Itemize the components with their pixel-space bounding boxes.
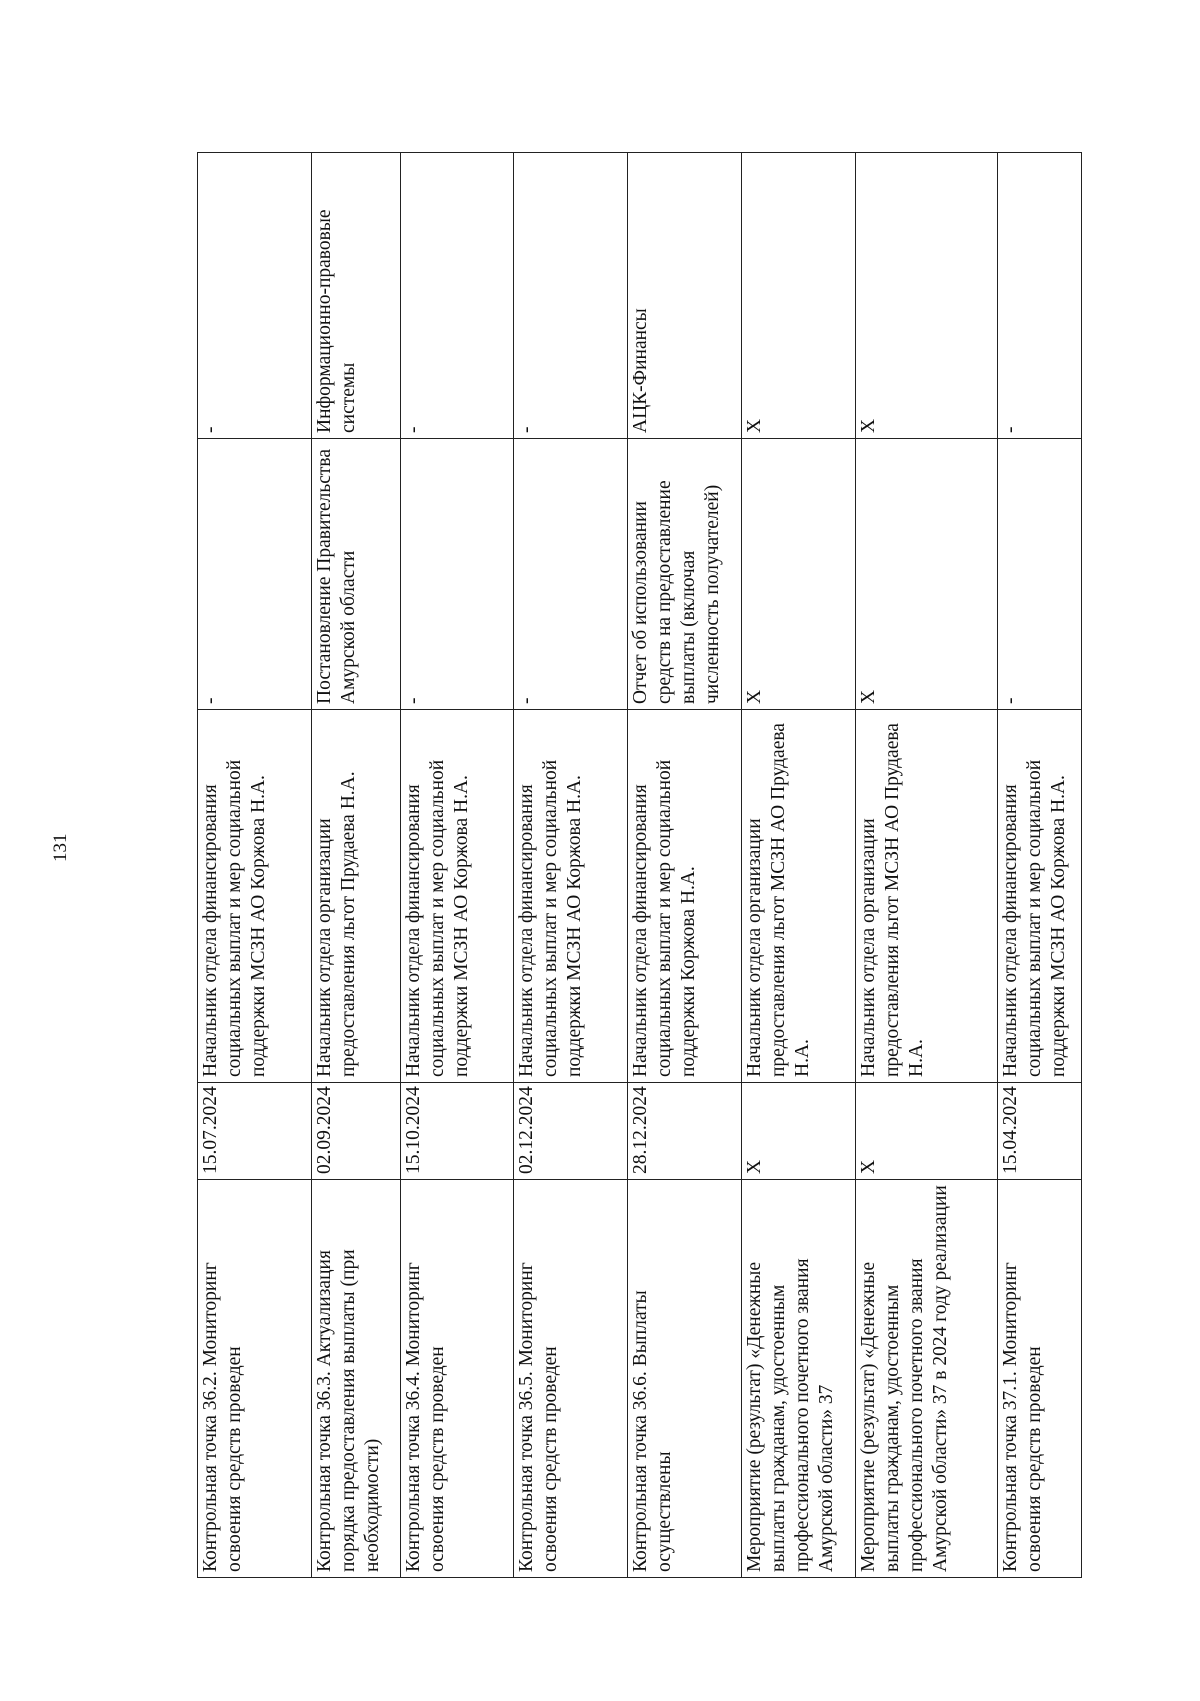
table-row [514,153,628,1578]
date-cell: 15.07.2024 [198,1083,312,1180]
table-row [855,153,997,1578]
date-cell: 15.10.2024 [400,1083,514,1180]
event-cell: Мероприятие (результат) «Денежные выплаты гражданам, удостоенным профессионального почетного звания Амурской области» 37 в 2024 году реализации [855,1180,997,1578]
page-number: 131 [50,833,71,862]
document-cell: X [741,439,855,710]
responsible-cell: Начальник отдела организации предоставления льгот МСЗН АО Прудаева Н.А. [741,710,855,1083]
control-points-table [197,152,1082,1578]
event-cell: Контрольная точка 36.4. Мониторинг освоения средств проведен [400,1180,514,1578]
date-cell: 28.12.2024 [628,1083,742,1180]
system-cell: - [400,153,514,439]
event-cell: Контрольная точка 36.6. Выплаты осуществлены [628,1180,742,1578]
table-row [198,153,312,1578]
document-cell: - [198,439,312,710]
responsible-cell: Начальник отдела организации предоставления льгот Прудаева Н.А. [311,710,400,1083]
event-cell: Контрольная точка 36.3. Актуализация порядка предоставления выплаты (при необходимости) [311,1180,400,1578]
responsible-cell: Начальник отдела финансирования социальных выплат и мер социальной поддержки МСЗН АО Коржова Н.А. [400,710,514,1083]
responsible-cell: Начальник отдела финансирования социальных выплат и мер социальной поддержки МСЗН АО Коржова Н.А. [198,710,312,1083]
system-cell: X [741,153,855,439]
document-cell: - [400,439,514,710]
system-cell: АЦК-Финансы [628,153,742,439]
system-cell: Информационно-правовые системы [311,153,400,439]
event-cell: Контрольная точка 36.2. Мониторинг освоения средств проведен [198,1180,312,1578]
date-cell: 02.09.2024 [311,1083,400,1180]
document-cell: Отчет об использовании средств на предоставление выплаты (включая численность получателей) [628,439,742,710]
rotated-table-container [197,153,1082,1578]
document-cell: Постановление Правительства Амурской области [311,439,400,710]
date-cell: 15.04.2024 [997,1083,1082,1180]
event-cell: Мероприятие (результат) «Денежные выплаты гражданам, удостоенным профессионального почетного звания Амурской области» 37 [741,1180,855,1578]
table-row [628,153,742,1578]
system-cell: - [514,153,628,439]
table-row [741,153,855,1578]
system-cell: - [198,153,312,439]
document-cell: - [997,439,1082,710]
system-cell: X [855,153,997,439]
table-row [400,153,514,1578]
document-cell: X [855,439,997,710]
responsible-cell: Начальник отдела финансирования социальных выплат и мер социальной поддержки Коржова Н.А. [628,710,742,1083]
event-cell: Контрольная точка 36.5. Мониторинг освоения средств проведен [514,1180,628,1578]
table-row [311,153,400,1578]
responsible-cell: Начальник отдела организации предоставления льгот МСЗН АО Прудаева Н.А. [855,710,997,1083]
table-row [997,153,1082,1578]
system-cell: - [997,153,1082,439]
date-cell: 02.12.2024 [514,1083,628,1180]
responsible-cell: Начальник отдела финансирования социальных выплат и мер социальной поддержки МСЗН АО Коржова Н.А. [997,710,1082,1083]
date-cell: X [855,1083,997,1180]
date-cell: X [741,1083,855,1180]
responsible-cell: Начальник отдела финансирования социальных выплат и мер социальной поддержки МСЗН АО Коржова Н.А. [514,710,628,1083]
event-cell: Контрольная точка 37.1. Мониторинг освоения средств проведен [997,1180,1082,1578]
document-cell: - [514,439,628,710]
